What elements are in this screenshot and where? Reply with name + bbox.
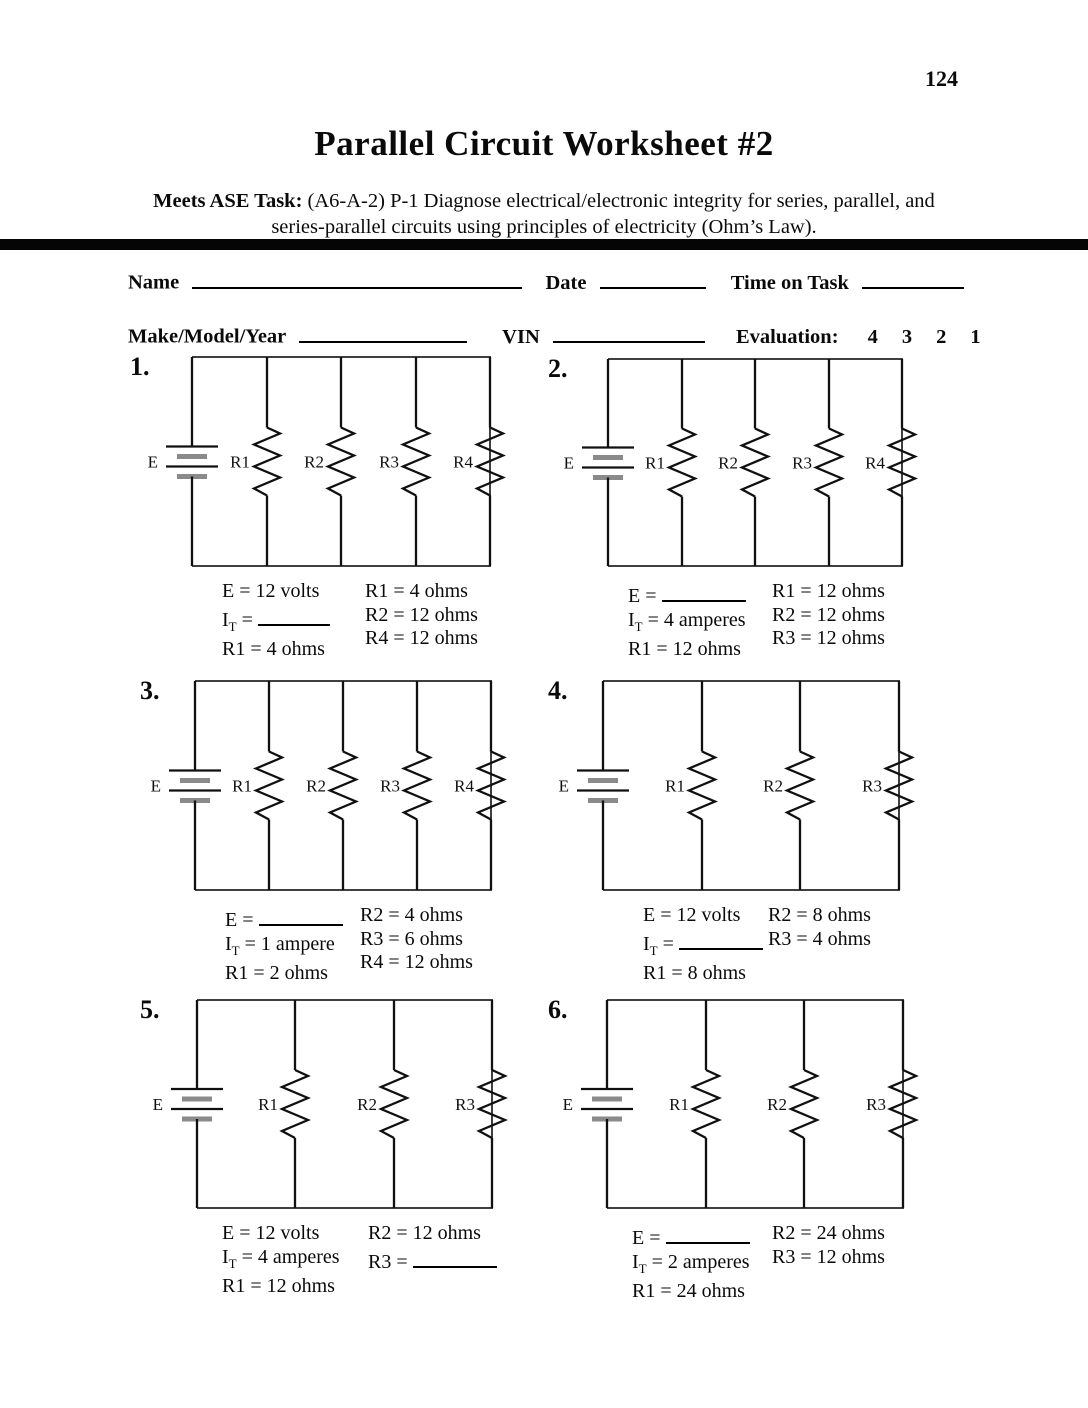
circuit-5-values-right (368, 1222, 497, 1274)
battery-symbol (148, 357, 218, 566)
resistor-label: R2 (306, 776, 326, 796)
circuit-5-values-left (222, 1222, 340, 1299)
source-label: E (152, 1095, 163, 1114)
resistor-label: R2 (763, 776, 783, 796)
resistor-label: R1 (232, 776, 252, 796)
resistor-symbol (306, 681, 356, 890)
resistor-symbol (304, 357, 354, 566)
given-value: R3 = 12 ohms (772, 1245, 885, 1268)
resistor-symbol (453, 357, 503, 566)
resistor-symbol (665, 681, 715, 890)
circuit-1-values-left (222, 580, 330, 662)
resistor-symbol (379, 357, 429, 566)
resistor-label: R3 (455, 1095, 475, 1114)
resistor-label: R4 (454, 776, 474, 796)
given-value: R2 = 4 ohms (360, 904, 463, 926)
source-label: E (558, 776, 569, 796)
given-value: R1 = 8 ohms (643, 962, 746, 984)
name-label: Name (128, 271, 180, 294)
circuit-3-values-right (360, 904, 473, 975)
resistor-symbol (454, 681, 504, 890)
resistor-label: R2 (718, 453, 738, 473)
resistor-symbol (357, 1000, 407, 1208)
circuit-3-values-left (225, 904, 343, 986)
source-label: E (150, 776, 161, 796)
resistor-symbol (763, 681, 813, 890)
circuit-1-values-right (365, 580, 478, 651)
given-value: E = 12 volts (222, 1222, 320, 1244)
given-value: E = (628, 580, 746, 609)
resistor-label: R2 (767, 1095, 787, 1114)
circuit-3-diagram (151, 681, 504, 890)
given-value: R3 = (368, 1246, 497, 1275)
evaluation-value: 3 (901, 325, 913, 348)
circuit-2-values-left (628, 580, 746, 662)
figure-number: 6. (548, 995, 568, 1024)
given-value: R3 = 4 ohms (768, 927, 871, 950)
figure-number: 3. (140, 676, 160, 705)
resistor-symbol (232, 681, 282, 890)
resistor-symbol (792, 359, 842, 566)
resistor-label: R4 (865, 453, 885, 473)
resistor-symbol (645, 359, 695, 566)
given-value: R2 = 12 ohms (365, 603, 478, 626)
given-value: E = (632, 1222, 750, 1251)
given-value: R1 = 24 ohms (632, 1280, 745, 1302)
circuit-6-diagram (563, 1000, 916, 1208)
given-value: $I_T = 1$ ampere (225, 932, 335, 958)
circuit-4-values-left (643, 904, 763, 986)
figure-number: 1. (130, 352, 150, 381)
resistor-label: R3 (866, 1095, 886, 1114)
given-value: R3 = 6 ohms (360, 927, 463, 950)
ase-task-text: (A6-A-2) P-1 Diagnose electrical/electronic integrity for series, parallel, and (307, 190, 935, 212)
answer-blank (259, 904, 343, 926)
resistor-label: R3 (792, 453, 812, 473)
circuit-6-values-left (632, 1222, 750, 1304)
given-value: R1 = 12 ohms (222, 1275, 335, 1297)
given-value: R1 = 2 ohms (225, 962, 328, 984)
vin-label: VIN (502, 325, 540, 348)
battery-symbol (151, 681, 221, 890)
resistor-symbol (866, 1000, 916, 1208)
circuit-5-diagram (153, 1000, 505, 1208)
circuit-1-diagram (148, 357, 503, 566)
given-value: R1 = 12 ohms (628, 638, 741, 660)
circuit-2-diagram (564, 359, 915, 566)
figure-number: 5. (140, 995, 160, 1024)
time-on-task-label: Time on Task (730, 271, 849, 294)
circuit-6-values-right (772, 1222, 885, 1269)
given-value: R2 = 12 ohms (772, 603, 885, 626)
resistor-label: R1 (669, 1095, 689, 1114)
answer-blank (258, 604, 330, 626)
given-value: $I_T = 4$ amperes (628, 608, 746, 634)
page-title: Parallel Circuit Worksheet #2 (314, 124, 774, 163)
resistor-label: R2 (357, 1095, 377, 1114)
evaluation-value: 2 (936, 325, 947, 348)
circuit-4-diagram (559, 681, 912, 890)
resistor-symbol (767, 1000, 817, 1208)
page-number: 124 (925, 66, 958, 91)
resistor-label: R3 (862, 776, 882, 796)
given-value: R4 = 12 ohms (365, 627, 478, 649)
battery-symbol (564, 359, 634, 566)
source-label: E (147, 452, 158, 472)
resistor-label: R3 (380, 776, 400, 796)
resistor-symbol (862, 681, 912, 890)
given-value: $I_T$ = (643, 928, 763, 963)
resistor-label: R1 (258, 1095, 278, 1114)
given-value: E = 12 volts (222, 580, 320, 602)
given-value: R2 = 12 ohms (368, 1222, 481, 1244)
battery-symbol (153, 1000, 223, 1208)
circuit-2-values-right (772, 580, 885, 651)
given-value: E = 12 volts (643, 904, 741, 926)
given-value: E = (225, 904, 343, 933)
given-value: R1 = 4 ohms (222, 638, 325, 660)
figure-number: 4. (548, 676, 568, 705)
given-value: $I_T$ = (222, 604, 330, 639)
resistor-symbol (865, 359, 915, 566)
resistor-label: R1 (230, 452, 250, 472)
answer-blank (662, 580, 746, 602)
given-value: R2 = 24 ohms (772, 1222, 885, 1244)
given-value: $I_T = 2$ amperes (632, 1250, 750, 1276)
given-value: R2 = 8 ohms (768, 904, 871, 926)
resistor-label: R1 (665, 776, 685, 796)
evaluation-value: 4 (867, 325, 878, 348)
resistor-symbol (669, 1000, 719, 1208)
resistor-symbol (230, 357, 280, 566)
source-label: E (563, 453, 574, 473)
resistor-label: R2 (304, 452, 324, 472)
resistor-symbol (380, 681, 430, 890)
resistor-label: R1 (645, 453, 665, 473)
ase-task-label: Meets ASE Task: (153, 190, 303, 212)
given-value: R1 = 12 ohms (772, 580, 885, 602)
ase-task-line2: series-parallel circuits using principles of electricity (Ohm’s Law). (271, 216, 817, 238)
answer-blank (666, 1222, 750, 1244)
resistor-label: R3 (379, 452, 399, 472)
battery-symbol (559, 681, 629, 890)
given-value: $I_T = 4$ amperes (222, 1245, 340, 1271)
resistor-symbol (258, 1000, 308, 1208)
figure-number: 2. (548, 354, 568, 383)
source-label: E (562, 1095, 573, 1114)
given-value: R3 = 12 ohms (772, 627, 885, 649)
answer-blank (679, 928, 763, 950)
evaluation-label: Evaluation: (736, 325, 839, 348)
resistor-label: R4 (453, 452, 473, 472)
battery-symbol (563, 1000, 633, 1208)
resistor-symbol (455, 1000, 505, 1208)
evaluation-value: 1 (970, 325, 981, 348)
given-value: R4 = 12 ohms (360, 951, 473, 973)
answer-blank (413, 1246, 497, 1268)
given-value: R1 = 4 ohms (365, 580, 468, 602)
circuit-4-values-right (768, 904, 871, 951)
date-label: Date (545, 271, 587, 294)
resistor-symbol (718, 359, 768, 566)
make-model-year-label: Make/Model/Year (128, 325, 286, 348)
